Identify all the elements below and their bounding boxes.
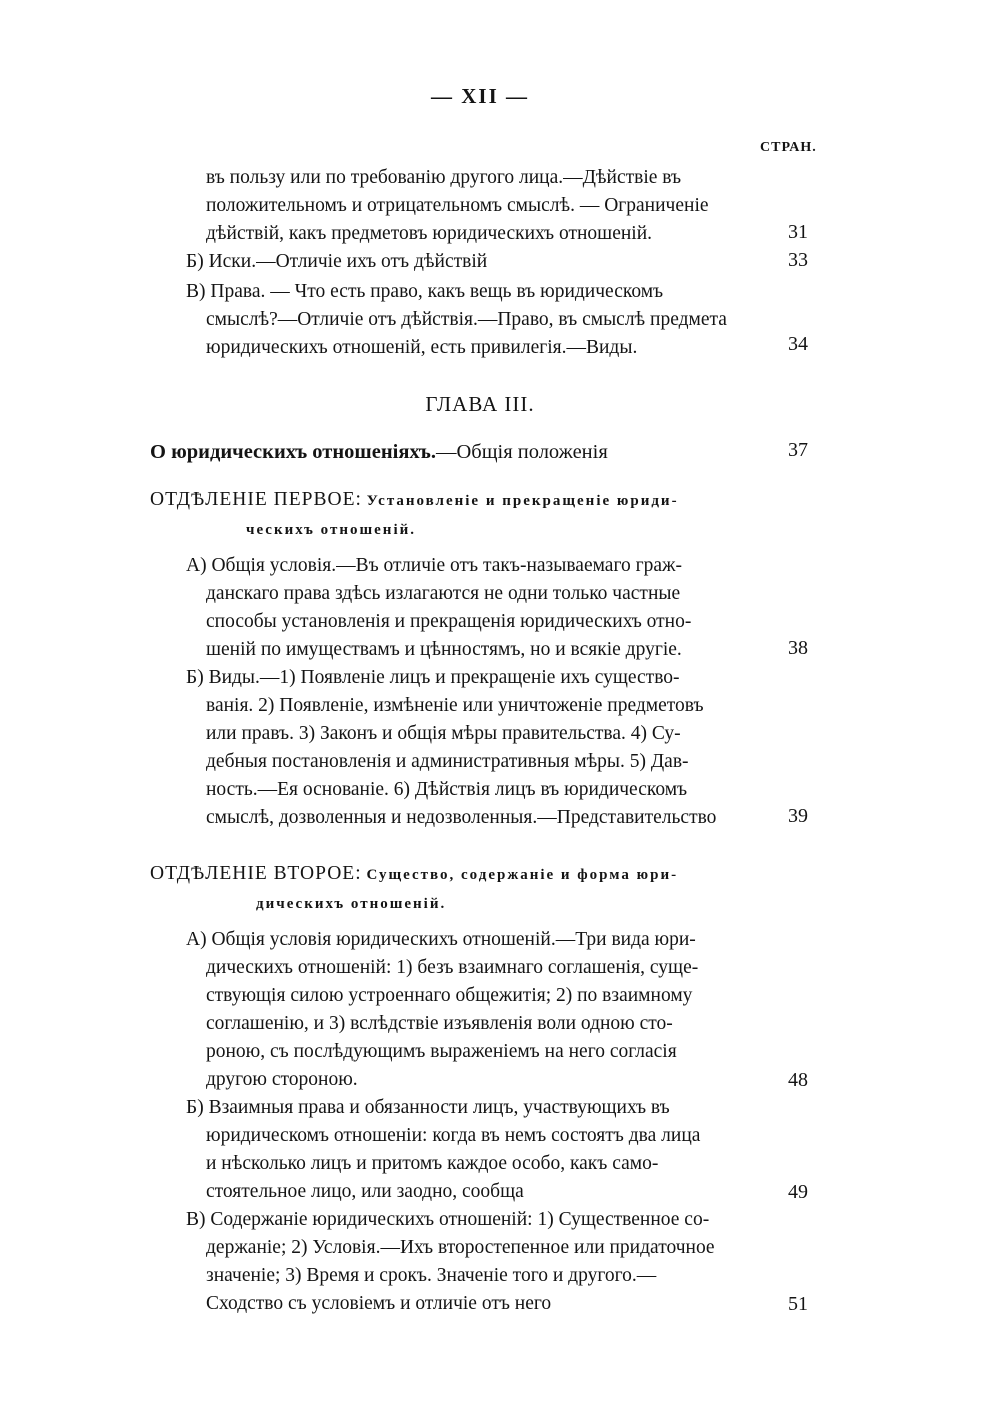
- toc-line: юридическомъ отношеніи: когда въ немъ состоятъ два лица: [206, 1125, 701, 1146]
- page-number: 33: [788, 249, 808, 271]
- chapter-heading-bold: О юридическихъ отношеніяхъ.: [150, 441, 436, 463]
- page-folio: — XII —: [430, 84, 529, 108]
- toc-line: юридическихъ отношеній, есть привилегія.—Виды.: [206, 337, 638, 358]
- toc-line: данскаго права здѣсь излагаются не одни только частные: [206, 583, 681, 604]
- section-title: Установленіе и прекращеніе юриди-: [366, 493, 679, 509]
- toc-line: значеніе; 3) Время и срокъ. Значеніе того и другого.—: [206, 1265, 657, 1286]
- toc-line: В) Права. — Что есть право, какъ вещь въ юридическомъ: [186, 281, 664, 302]
- toc-line: другою стороною.: [206, 1069, 358, 1090]
- toc-line: стоятельное лицо, или заодно, сообща: [206, 1181, 524, 1202]
- toc-line: и нѣсколько лицъ и притомъ каждое особо, какъ само-: [206, 1153, 659, 1174]
- toc-line: ствующія силою устроеннаго общежитія; 2) по взаимному: [206, 985, 693, 1006]
- toc-line: дебныя постановленія и административныя мѣры. 5) Дав-: [206, 751, 689, 772]
- toc-line: ность.—Ея основаніе. 6) Дѣйствія лицъ въ юридическомъ: [206, 779, 688, 800]
- toc-line: шеній по имуществамъ и цѣнностямъ, но и всякіе другіе.: [206, 639, 682, 660]
- page-number: 38: [788, 637, 808, 659]
- page-number: 39: [788, 805, 808, 827]
- page-number: 34: [788, 333, 808, 355]
- chapter-title: ГЛАВА III.: [425, 392, 535, 416]
- toc-line: дическихъ отношеній: 1) безъ взаимнаго соглашенія, суще-: [206, 957, 699, 978]
- toc-line: Сходство съ условіемъ и отличіе отъ него: [206, 1293, 552, 1314]
- toc-line: смыслѣ, дозволенныя и недозволенныя.—Представительство: [206, 807, 717, 828]
- page-number: 51: [788, 1293, 808, 1315]
- section-label: ОТДѢЛЕНІЕ ВТОРОЕ:: [150, 863, 362, 884]
- section-heading: [150, 860, 678, 889]
- toc-line: дѣйствій, какъ предметовъ юридическихъ отношеній.: [206, 223, 653, 244]
- toc-line: держаніе; 2) Условія.—Ихъ второстепенное или придаточное: [206, 1237, 715, 1258]
- toc-line: смыслѣ?—Отличіе отъ дѣйствія.—Право, въ смыслѣ предмета: [206, 309, 727, 330]
- section-label: ОТДѢЛЕНІЕ ПЕРВОЕ:: [150, 489, 362, 510]
- toc-line: ванія. 2) Появленіе, измѣненіе или уничтоженіе предметовъ: [206, 695, 704, 716]
- section-title-continued: дическихъ отношеній.: [256, 896, 447, 912]
- chapter-heading: [150, 438, 608, 466]
- toc-line: А) Общія условія юридическихъ отношеній.—Три вида юри-: [186, 929, 696, 950]
- page-number: 49: [788, 1181, 808, 1203]
- toc-line: А) Общія условія.—Въ отличіе отъ такъ-называемаго граж-: [186, 555, 682, 576]
- toc-line: Б) Иски.—Отличіе ихъ отъ дѣйствій: [186, 251, 488, 272]
- toc-line: въ пользу или по требованію другого лица.—Дѣйствіе въ: [206, 167, 682, 188]
- page-number: 31: [788, 221, 808, 243]
- chapter-heading-rest: —Общія положенія: [435, 441, 608, 463]
- toc-line: В) Содержаніе юридическихъ отношеній: 1) Существенное со-: [186, 1209, 710, 1230]
- toc-line: положительномъ и отрицательномъ смыслѣ. — Ограниченіе: [206, 195, 709, 216]
- section-title-continued: ческихъ отношеній.: [246, 522, 417, 538]
- toc-line: способы установленія и прекращенія юридическихъ отно-: [206, 611, 692, 632]
- section-title: Существо, содержаніе и форма юри-: [366, 867, 679, 883]
- toc-line: Б) Виды.—1) Появленіе лицъ и прекращеніе ихъ существо-: [186, 667, 680, 688]
- toc-line: Б) Взаимныя права и обязанности лицъ, участвующихъ въ: [186, 1097, 670, 1118]
- section-heading: [150, 486, 679, 515]
- page-column-label: СТРАН.: [760, 140, 817, 155]
- toc-line: соглашенію, и 3) вслѣдствіе изъявленія воли одною сто-: [206, 1013, 673, 1034]
- page-number: 37: [788, 439, 808, 461]
- toc-line: или правъ. 3) Законъ и общія мѣры правительства. 4) Су-: [206, 723, 681, 744]
- toc-line: роною, съ послѣдующимъ выраженіемъ на него согласія: [206, 1041, 677, 1062]
- page-number: 48: [788, 1069, 808, 1091]
